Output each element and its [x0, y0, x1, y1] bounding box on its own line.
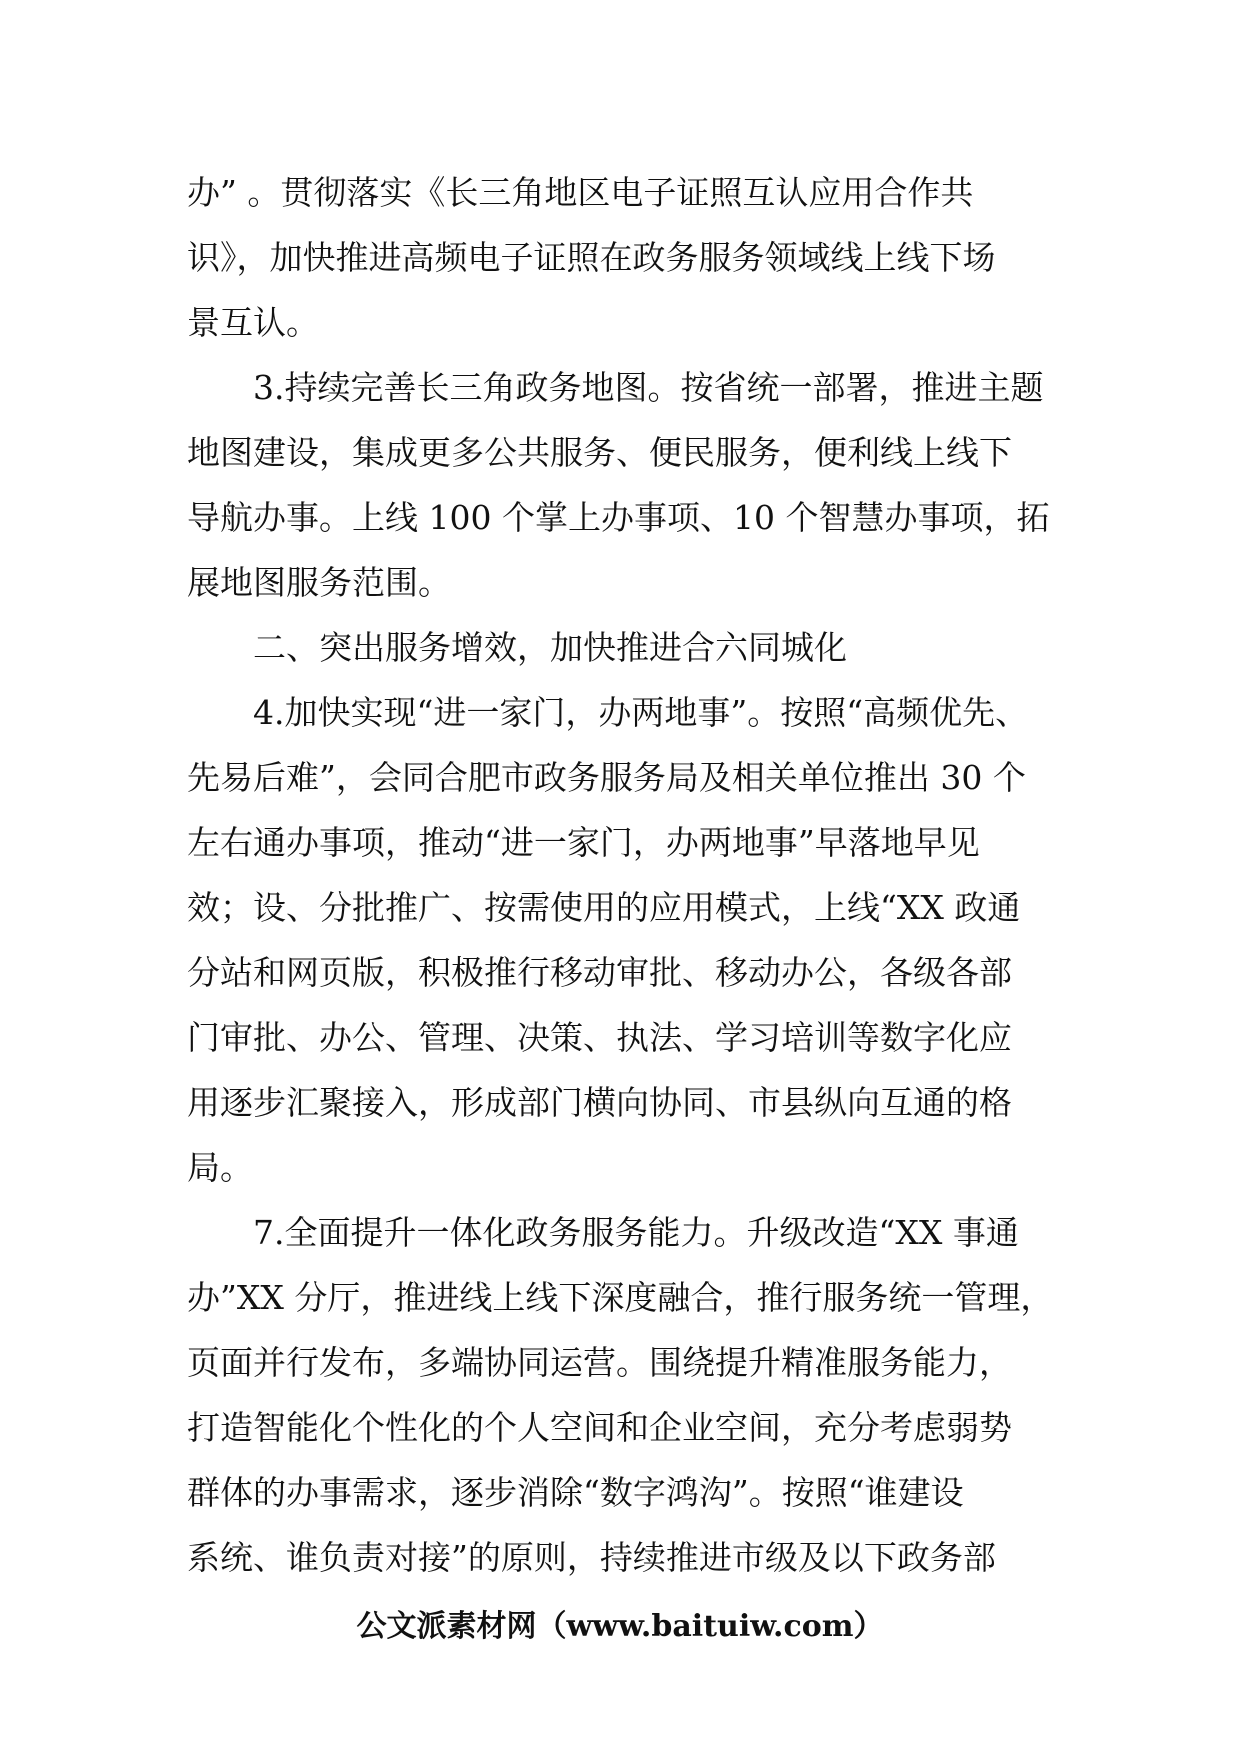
text-line: 导航办事。上线 100 个掌上办事项、10 个智慧办事项，拓 [187, 498, 1050, 537]
text-line: 局。 [187, 1148, 253, 1187]
text-line: 办”XX 分厅，推进线上线下深度融合，推行服务统一管理， [187, 1278, 1054, 1317]
text-line: 打造智能化个性化的个人空间和企业空间，充分考虑弱势 [187, 1408, 1012, 1447]
footer-watermark: 公文派素材网（www.baituiw.com） [356, 1609, 884, 1644]
paragraph-heading-4: 4.加快实现“进一家门，办两地事”。按照“高频优先、 [253, 693, 1029, 732]
text-line: 识》，加快推进高频电子证照在政务服务领域线上线下场 [187, 238, 996, 277]
section-heading-2: 二、突出服务增效，加快推进合六同城化 [253, 628, 847, 667]
text-line: 页面并行发布，多端协同运营。围绕提升精准服务能力， [187, 1343, 1012, 1382]
text-line: 效；设、分批推广、按需使用的应用模式，上线“XX 政通 [187, 888, 1021, 927]
document-body [187, 160, 1067, 1590]
text-line: 系统、谁负责对接”的原则，持续推进市级及以下政务部 [187, 1538, 996, 1577]
paragraph-heading-3: 3.持续完善长三角政务地图。按省统一部署，推进主题 [253, 368, 1044, 407]
text-line: 分站和网页版，积极推行移动审批、移动办公，各级各部 [187, 953, 1012, 992]
text-line: 地图建设，集成更多公共服务、便民服务，便利线上线下 [187, 433, 1012, 472]
text-line: 左右通办事项，推动“进一家门，办两地事”早落地早见 [187, 823, 980, 862]
text-line: 景互认。 [187, 303, 319, 342]
text-line: 展地图服务范围。 [187, 563, 451, 602]
text-line: 门审批、办公、管理、决策、执法、学习培训等数字化应 [187, 1018, 1012, 1057]
text-line: 办” 。贯彻落实《长三角地区电子证照互认应用合作共 [187, 173, 974, 212]
text-line: 用逐步汇聚接入，形成部门横向协同、市县纵向互通的格 [187, 1083, 1012, 1122]
paragraph-heading-7: 7.全面提升一体化政务服务能力。升级改造“XX 事通 [253, 1213, 1019, 1252]
text-line: 先易后难”，会同合肥市政务服务局及相关单位推出 30 个 [187, 758, 1026, 797]
text-line: 群体的办事需求，逐步消除“数字鸿沟”。按照“谁建设 [187, 1473, 964, 1512]
